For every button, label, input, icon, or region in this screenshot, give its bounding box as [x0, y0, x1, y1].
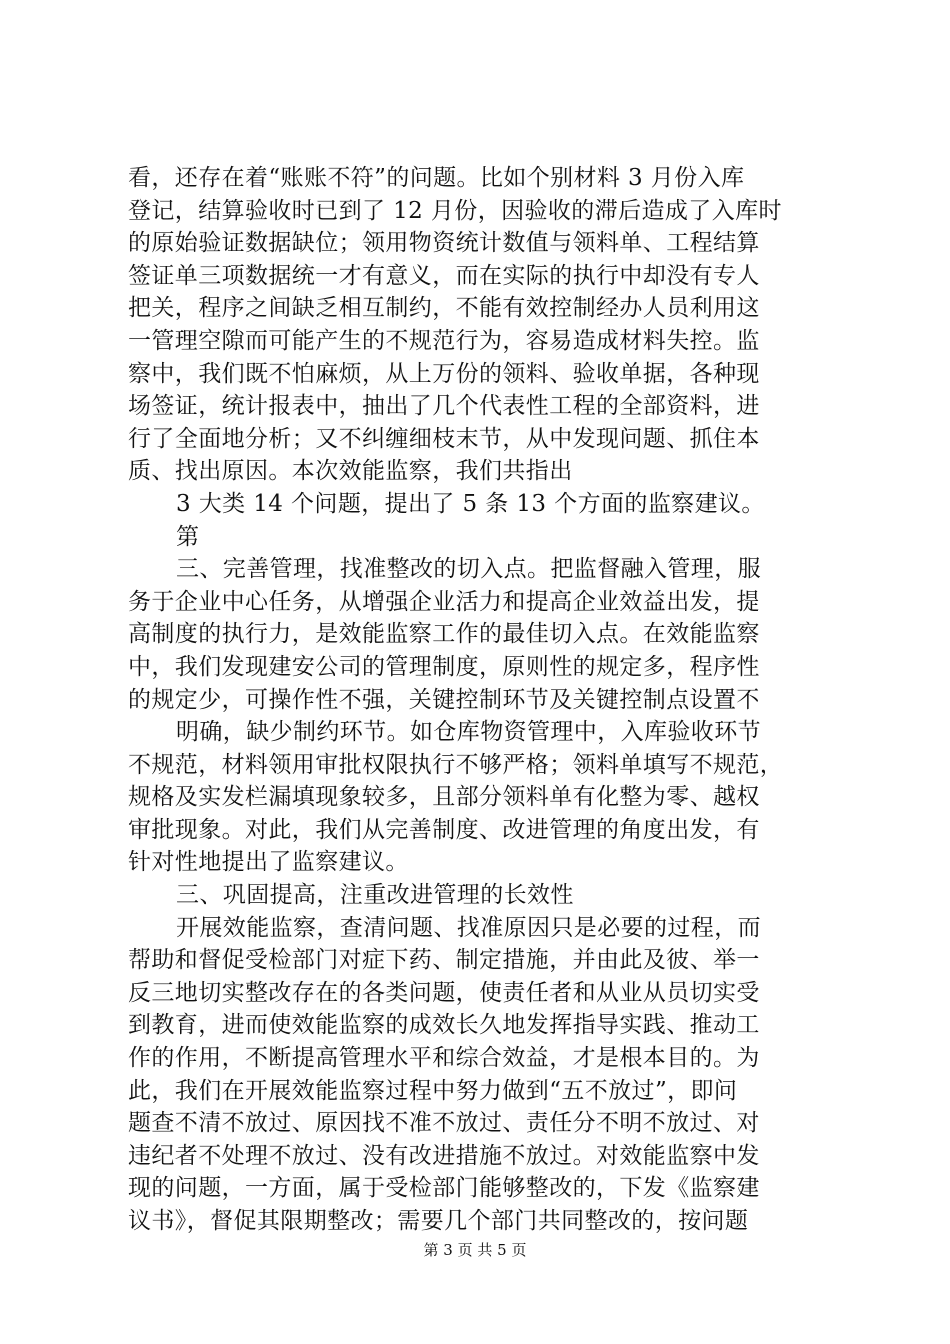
text-line: 议书》，督促其限期整改；需要几个部门共同整改的，按问题	[128, 1208, 749, 1234]
text-line: 题查不清不放过、原因找不准不放过、责任分不明不放过、对	[128, 1110, 760, 1137]
text-line: 质、找出原因。本次效能监察，我们共指出	[128, 458, 573, 485]
text-line: 行了全面地分析；又不纠缠细枝末节，从中发现问题、抓住本	[128, 425, 760, 452]
text-line: 审批现象。对此，我们从完善制度、改进管理的角度出发，有	[128, 816, 760, 843]
document-body	[128, 162, 828, 1238]
text-line: 登记，结算验收时已到了 12 月份，因验收的滞后造成了入库时	[128, 197, 782, 224]
text-line: 明确，缺少制约环节。如仓库物资管理中，入库验收环节	[176, 719, 761, 746]
text-line: 中，我们发现建安公司的管理制度，原则性的规定多，程序性	[128, 653, 760, 680]
text-line: 作的作用，不断提高管理水平和综合效益，才是根本目的。为	[128, 1045, 760, 1072]
page-footer: 第 3 页 共 5 页	[423, 1241, 527, 1259]
text-line: 一管理空隙而可能产生的不规范行为，容易造成材料失控。监	[128, 327, 760, 354]
text-line: 察中，我们既不怕麻烦，从上万份的领料、验收单据，各种现	[128, 360, 760, 387]
text-line: 务于企业中心任务，从增强企业活力和提高企业效益出发，提	[128, 588, 760, 615]
text-line: 第	[176, 523, 200, 550]
text-line: 帮助和督促受检部门对症下药、制定措施，并由此及彼、举一	[128, 947, 760, 974]
text-line: 场签证，统计报表中，抽出了几个代表性工程的全部资料，进	[128, 393, 760, 420]
text-line: 规格及实发栏漏填现象较多，且部分领料单有化整为零、越权	[128, 784, 760, 811]
text-line: 的原始验证数据缺位；领用物资统计数值与领料单、工程结算	[128, 230, 760, 257]
text-line: 到教育，进而使效能监察的成效长久地发挥指导实践、推动工	[128, 1012, 760, 1039]
text-line: 开展效能监察，查清问题、找准原因只是必要的过程，而	[176, 914, 761, 941]
text-line: 违纪者不处理不放过、没有改进措施不放过。对效能监察中发	[128, 1142, 760, 1169]
text-line: 把关，程序之间缺乏相互制约，不能有效控制经办人员利用这	[128, 295, 760, 322]
text-line: 针对性地提出了监察建议。	[128, 849, 409, 876]
text-line: 签证单三项数据统一才有意义，而在实际的执行中却没有专人	[128, 262, 760, 289]
text-line: 不规范，材料领用审批权限执行不够严格；领料单填写不规范，	[128, 751, 784, 778]
text-line: 看，还存在着“账账不符”的问题。比如个别材料 3 月份入库	[128, 165, 745, 191]
text-line: 三、完善管理，找准整改的切入点。把监督融入管理，服	[176, 556, 761, 583]
text-line: 此，我们在开展效能监察过程中努力做到“五不放过”，即问	[128, 1077, 738, 1104]
text-line: 3 大类 14 个问题，提出了 5 条 13 个方面的监察建议。	[176, 490, 765, 517]
text-line: 三、巩固提高，注重改进管理的长效性	[176, 882, 574, 909]
text-line: 的规定少，可操作性不强，关键控制环节及关键控制点设置不	[128, 686, 760, 713]
text-line: 反三地切实整改存在的各类问题，使责任者和从业从员切实受	[128, 979, 760, 1006]
text-line: 现的问题，一方面，属于受检部门能够整改的，下发《监察建	[128, 1175, 760, 1202]
text-line: 高制度的执行力，是效能监察工作的最佳切入点。在效能监察	[128, 621, 760, 648]
